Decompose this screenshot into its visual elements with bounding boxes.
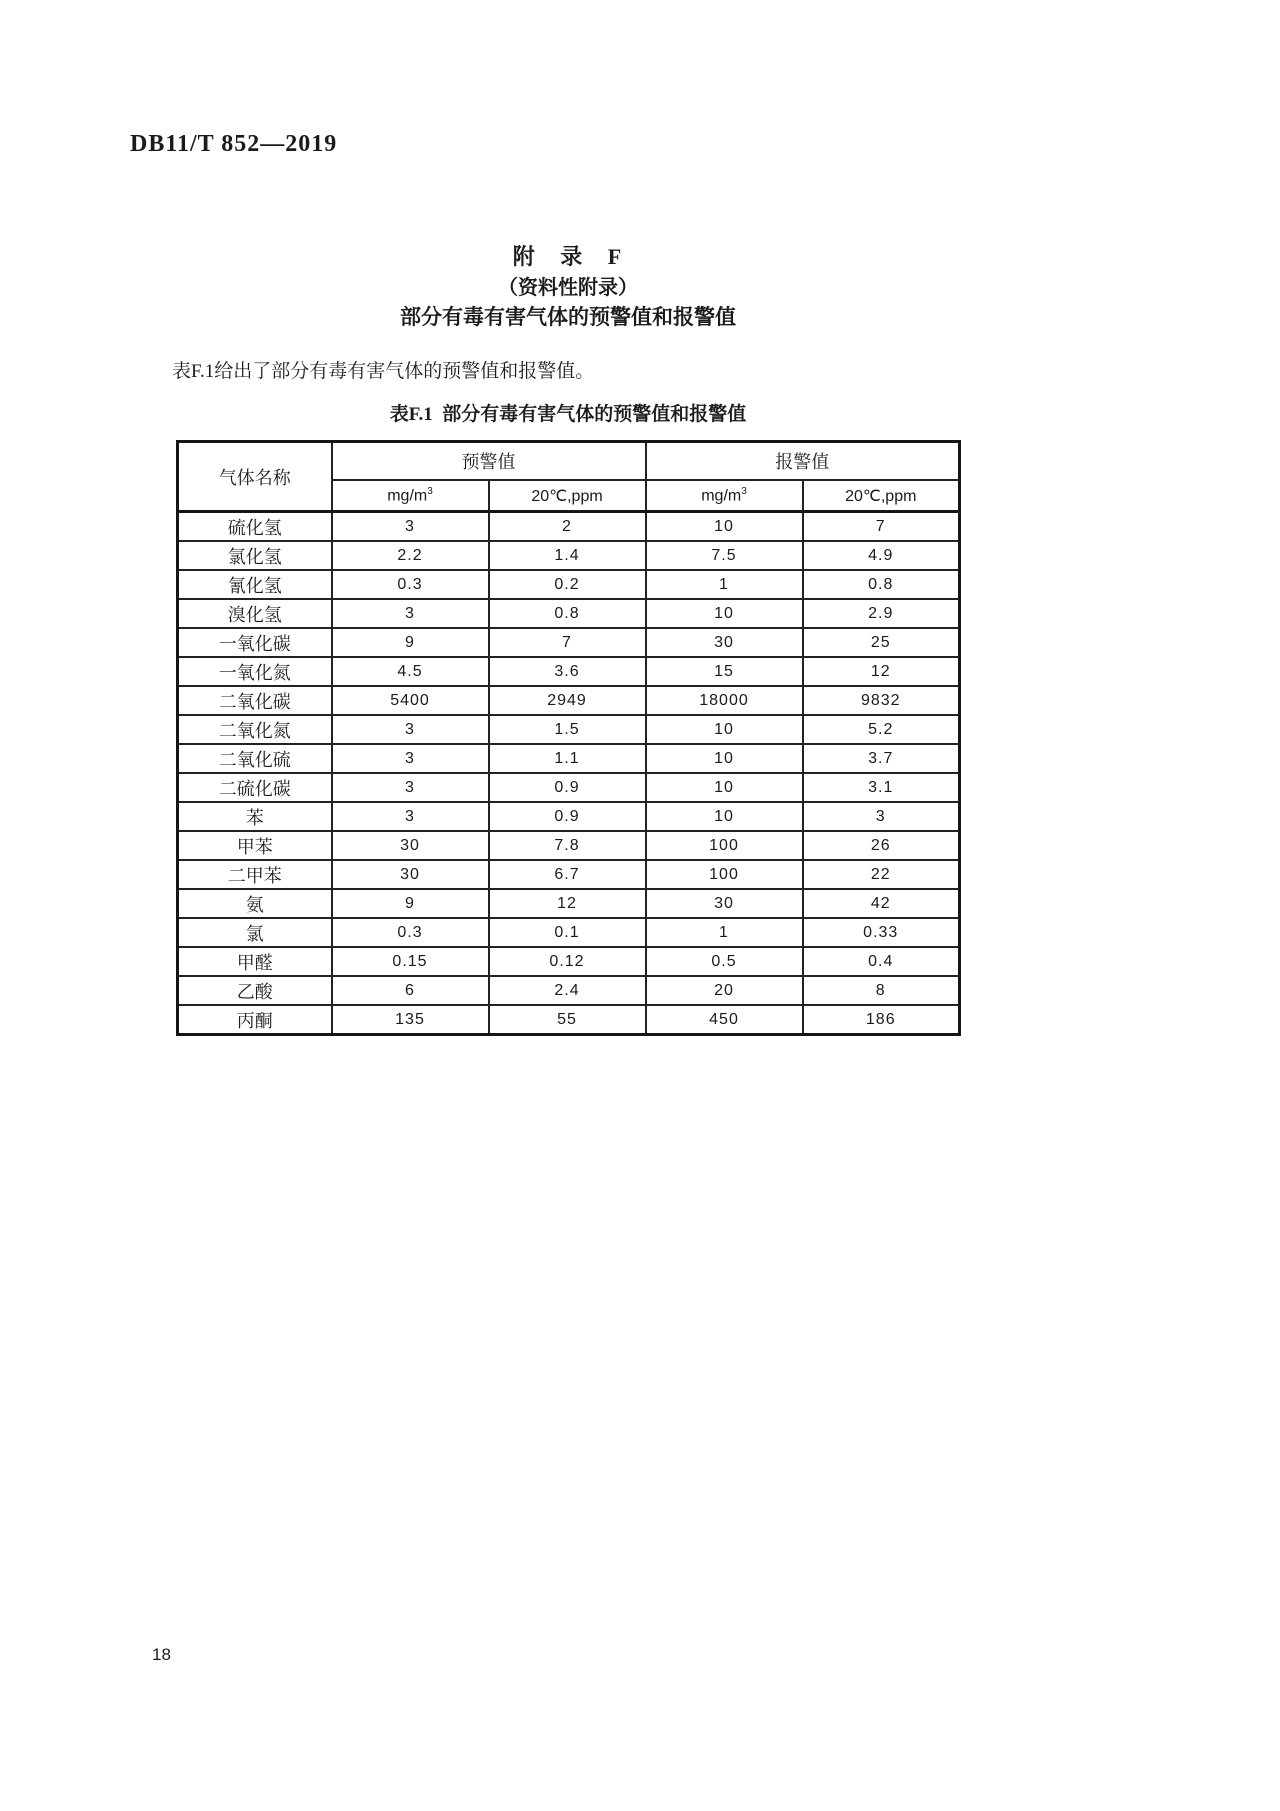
- value-cell: 3.1: [803, 773, 960, 802]
- value-cell: 450: [646, 1005, 803, 1035]
- gas-name-cell: 二氧化硫: [178, 744, 332, 773]
- value-cell: 0.3: [332, 570, 489, 599]
- value-cell: 10: [646, 744, 803, 773]
- value-cell: 8: [803, 976, 960, 1005]
- appendix-heading: 部分有毒有害气体的预警值和报警值: [400, 305, 736, 329]
- value-cell: 22: [803, 860, 960, 889]
- unit-mg-label: mg/m: [701, 487, 742, 505]
- value-cell: 0.8: [803, 570, 960, 599]
- value-cell: 7.5: [646, 541, 803, 570]
- col-header-alarm-mg: [646, 480, 803, 512]
- value-cell: 2: [489, 512, 646, 542]
- value-cell: 0.1: [489, 918, 646, 947]
- value-cell: 30: [332, 860, 489, 889]
- value-cell: 0.8: [489, 599, 646, 628]
- gas-name-cell: 甲苯: [178, 831, 332, 860]
- col-header-warning-value: 预警值: [332, 442, 646, 481]
- value-cell: 3: [332, 773, 489, 802]
- value-cell: 9: [332, 889, 489, 918]
- value-cell: 0.5: [646, 947, 803, 976]
- value-cell: 15: [646, 657, 803, 686]
- value-cell: 9832: [803, 686, 960, 715]
- value-cell: 10: [646, 512, 803, 542]
- gas-table-header: [178, 442, 960, 512]
- value-cell: 0.12: [489, 947, 646, 976]
- value-cell: 3: [332, 512, 489, 542]
- col-header-alarm-value: 报警值: [646, 442, 960, 481]
- value-cell: 6.7: [489, 860, 646, 889]
- table-row: [178, 512, 960, 542]
- value-cell: 0.33: [803, 918, 960, 947]
- gas-name-cell: 二氧化氮: [178, 715, 332, 744]
- value-cell: 1.5: [489, 715, 646, 744]
- value-cell: 55: [489, 1005, 646, 1035]
- value-cell: 1: [646, 570, 803, 599]
- value-cell: 4.9: [803, 541, 960, 570]
- gas-name-cell: 硫化氢: [178, 512, 332, 542]
- gas-name-cell: 氰化氢: [178, 570, 332, 599]
- gas-name-cell: 氨: [178, 889, 332, 918]
- gas-name-cell: 苯: [178, 802, 332, 831]
- table-row: [178, 599, 960, 628]
- value-cell: 3: [332, 715, 489, 744]
- value-cell: 20: [646, 976, 803, 1005]
- col-header-alarm-ppm: 20℃,ppm: [803, 480, 960, 512]
- table-row: [178, 541, 960, 570]
- value-cell: 2.9: [803, 599, 960, 628]
- value-cell: 1: [646, 918, 803, 947]
- gas-name-cell: 二甲苯: [178, 860, 332, 889]
- value-cell: 30: [646, 628, 803, 657]
- value-cell: 0.2: [489, 570, 646, 599]
- gas-name-cell: 一氧化氮: [178, 657, 332, 686]
- table-row: [178, 773, 960, 802]
- table-row: [178, 976, 960, 1005]
- value-cell: 2.2: [332, 541, 489, 570]
- gas-name-cell: 一氧化碳: [178, 628, 332, 657]
- value-cell: 3.6: [489, 657, 646, 686]
- table-row: [178, 1005, 960, 1035]
- value-cell: 7: [489, 628, 646, 657]
- gas-name-cell: 氯: [178, 918, 332, 947]
- gas-name-cell: 丙酮: [178, 1005, 332, 1035]
- table-row: [178, 918, 960, 947]
- gas-name-cell: 甲醛: [178, 947, 332, 976]
- value-cell: 10: [646, 715, 803, 744]
- value-cell: 135: [332, 1005, 489, 1035]
- table-row: [178, 744, 960, 773]
- gas-table-body: [178, 512, 960, 1035]
- page-number: 18: [152, 1645, 171, 1664]
- value-cell: 7.8: [489, 831, 646, 860]
- table-row: [178, 831, 960, 860]
- value-cell: 9: [332, 628, 489, 657]
- gas-name-cell: 二硫化碳: [178, 773, 332, 802]
- value-cell: 25: [803, 628, 960, 657]
- value-cell: 3: [332, 599, 489, 628]
- value-cell: 18000: [646, 686, 803, 715]
- value-cell: 5400: [332, 686, 489, 715]
- value-cell: 7: [803, 512, 960, 542]
- table-caption: 表F.1 部分有毒有害气体的预警值和报警值: [389, 404, 747, 425]
- value-cell: 1.4: [489, 541, 646, 570]
- table-row: [178, 802, 960, 831]
- value-cell: 0.4: [803, 947, 960, 976]
- table-row: [178, 657, 960, 686]
- gas-name-cell: 溴化氢: [178, 599, 332, 628]
- unit-mg-superscript: 3: [741, 485, 747, 497]
- gas-name-cell: 氯化氢: [178, 541, 332, 570]
- appendix-subtitle: （资料性附录）: [498, 277, 638, 299]
- appendix-title: 附 录 F: [512, 244, 624, 269]
- table-row: [178, 889, 960, 918]
- table-row: [178, 715, 960, 744]
- intro-paragraph: 表F.1给出了部分有毒有害气体的预警值和报警值。: [172, 361, 595, 382]
- value-cell: 0.15: [332, 947, 489, 976]
- table-header-row-groups: [178, 442, 960, 481]
- value-cell: 0.9: [489, 773, 646, 802]
- gas-table: [176, 440, 961, 1036]
- col-header-gas-name: 气体名称: [178, 442, 332, 512]
- col-header-warning-ppm: 20℃,ppm: [489, 480, 646, 512]
- table-row: [178, 686, 960, 715]
- standard-number: DB11/T 852—2019: [130, 131, 338, 157]
- value-cell: 186: [803, 1005, 960, 1035]
- value-cell: 2949: [489, 686, 646, 715]
- value-cell: 5.2: [803, 715, 960, 744]
- value-cell: 4.5: [332, 657, 489, 686]
- value-cell: 30: [332, 831, 489, 860]
- value-cell: 30: [646, 889, 803, 918]
- unit-mg-label: mg/m: [387, 487, 428, 505]
- col-header-warning-mg: [332, 480, 489, 512]
- value-cell: 12: [803, 657, 960, 686]
- value-cell: 100: [646, 831, 803, 860]
- value-cell: 12: [489, 889, 646, 918]
- value-cell: 10: [646, 599, 803, 628]
- table-row: [178, 860, 960, 889]
- value-cell: 26: [803, 831, 960, 860]
- value-cell: 42: [803, 889, 960, 918]
- unit-mg-superscript: 3: [427, 485, 433, 497]
- value-cell: 10: [646, 802, 803, 831]
- value-cell: 3: [803, 802, 960, 831]
- value-cell: 3: [332, 802, 489, 831]
- value-cell: 100: [646, 860, 803, 889]
- table-row: [178, 570, 960, 599]
- value-cell: 3: [332, 744, 489, 773]
- value-cell: 10: [646, 773, 803, 802]
- gas-name-cell: 二氧化碳: [178, 686, 332, 715]
- value-cell: 1.1: [489, 744, 646, 773]
- table-row: [178, 947, 960, 976]
- table-row: [178, 628, 960, 657]
- value-cell: 6: [332, 976, 489, 1005]
- gas-name-cell: 乙酸: [178, 976, 332, 1005]
- value-cell: 0.3: [332, 918, 489, 947]
- value-cell: 2.4: [489, 976, 646, 1005]
- value-cell: 0.9: [489, 802, 646, 831]
- value-cell: 3.7: [803, 744, 960, 773]
